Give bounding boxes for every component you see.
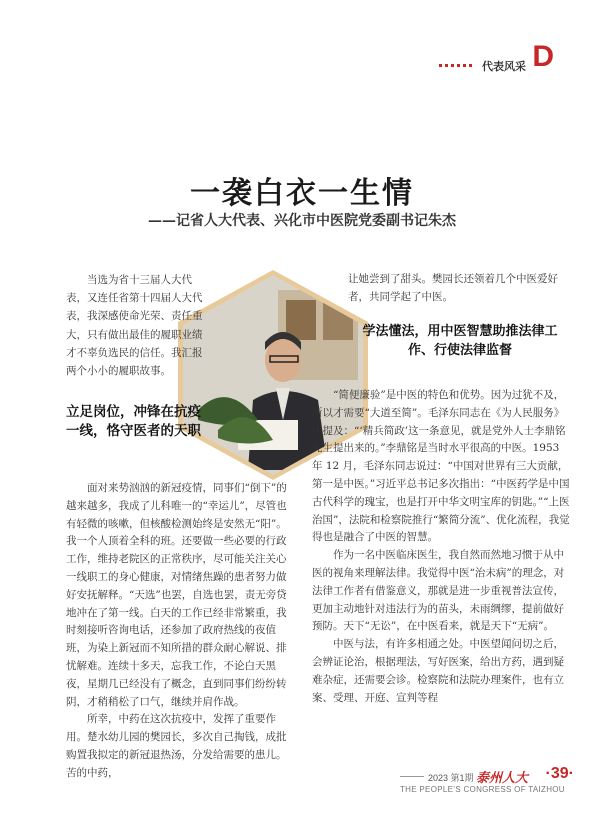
intro-paragraph: 当选为省十三届人大代表，又连任省第十四届人大代表，我深感使命光荣、责任重大，只有做出最佳的履职业绩才不辜负选民的信任。我汇报两个小小的履职故事。 [66,274,203,378]
article-title: 一袭白衣一生情 [190,176,414,211]
page-number: ·39· [545,765,574,782]
right-top-paragraph: 让她尝到了甜头。樊园长还领着几个中医爱好者，共同学起了中医。 [348,273,558,303]
issue-number: 2023 第1期 [428,773,474,783]
article-subtitle: ——记省人大代表、兴化市中医院党委副书记朱杰 [148,213,456,229]
paragraph: 所幸，中药在这次抗疫中，发挥了重要作用。楚水幼儿园的樊园长，多次自己掏钱，成批购置我拟定的新冠退热汤，分发给需要的患儿。苦的中药， [66,713,287,779]
section-label: 代表风采 [482,61,526,73]
paragraph: 面对来势汹汹的新冠疫情，同事们“倒下”的越来越多，我成了儿科唯一的“幸运儿”，尽管也有轻微的咳嗽，但核酸检测始终是安然无“阳”。我一个人顶着全科的班。还要做一些必要的行政工作，维持老院区的正常秩序，尽可能关注关心一线职工的身心健康，对情绪焦躁的患者努力做好安抚解释。“天选”也罢，自选也罢，责无旁贷地冲在了第一线。白天的工作已经非常繁重，我时刻接听咨询电话，还参加了政府热线的夜值班，为染上新冠而不知所措的群众耐心解说、排忧解难。连续十多天，忘我工作，不论白天黑夜，星期几已经没有了概念，直到同事们纷纷转阴，才稍稍松了口气，继续并肩作战。 [66,482,287,708]
paragraph: 作为一名中医临床医生，我自然而然地习惯于从中医的视角来理解法律。我觉得中医“治未病”的理念，对法律工作者有借鉴意义，那就是进一步重视普法宣传，更加主动地针对违法行为的苗头，未雨绸缪，提前做好预防。天下“无讼”，在中医看来，就是天下“无病”。 [312,549,565,633]
heading-left: 立足岗位，冲锋在抗疫一线，恪守医者的天职 [66,404,201,439]
magazine-brand: 泰州人大 [476,771,529,786]
paragraph: 中医与法，有许多相通之处。中医望闻问切之后，会辨证论治，根据理法，写好医案，给出方药，遇到疑难杂症，还需要会诊。检察院和法院办理案件，也有立案、受理、开庭、宣判等程 [312,638,564,704]
heading-right: 学法懂法，用中医智慧助推法律工作、行使法律监督 [362,324,558,358]
right-column-body [312,387,570,707]
paragraph: “简便廉验”是中医的特色和优势。因为过犹不及，所以才需要“大道至简”。毛泽东同志在《为人民服务》中提及：“‘精兵简政’这一条意见，就是党外人士李鼎铭先生提出来的。”李鼎铭是当时水平很高的中医。1953 年 12 月，毛泽东同志说过：“中国对世界有三大贡献，第一是中医。”习近平总书记多次指出：“中医药学是中国古代科学的瑰宝，也是打开中华文明宝库的钥匙。”“上医治国”，法院和检察院推行“繁简分流”、优化流程，我觉得也是融合了中医的智慧。 [312,389,570,544]
left-column-body [66,480,290,783]
magazine-english-name: THE PEOPLE’S CONGRESS OF TAIZHOU [400,785,565,794]
footer-rule [400,776,424,777]
header-dots [439,64,472,67]
section-letter: D [532,40,554,73]
